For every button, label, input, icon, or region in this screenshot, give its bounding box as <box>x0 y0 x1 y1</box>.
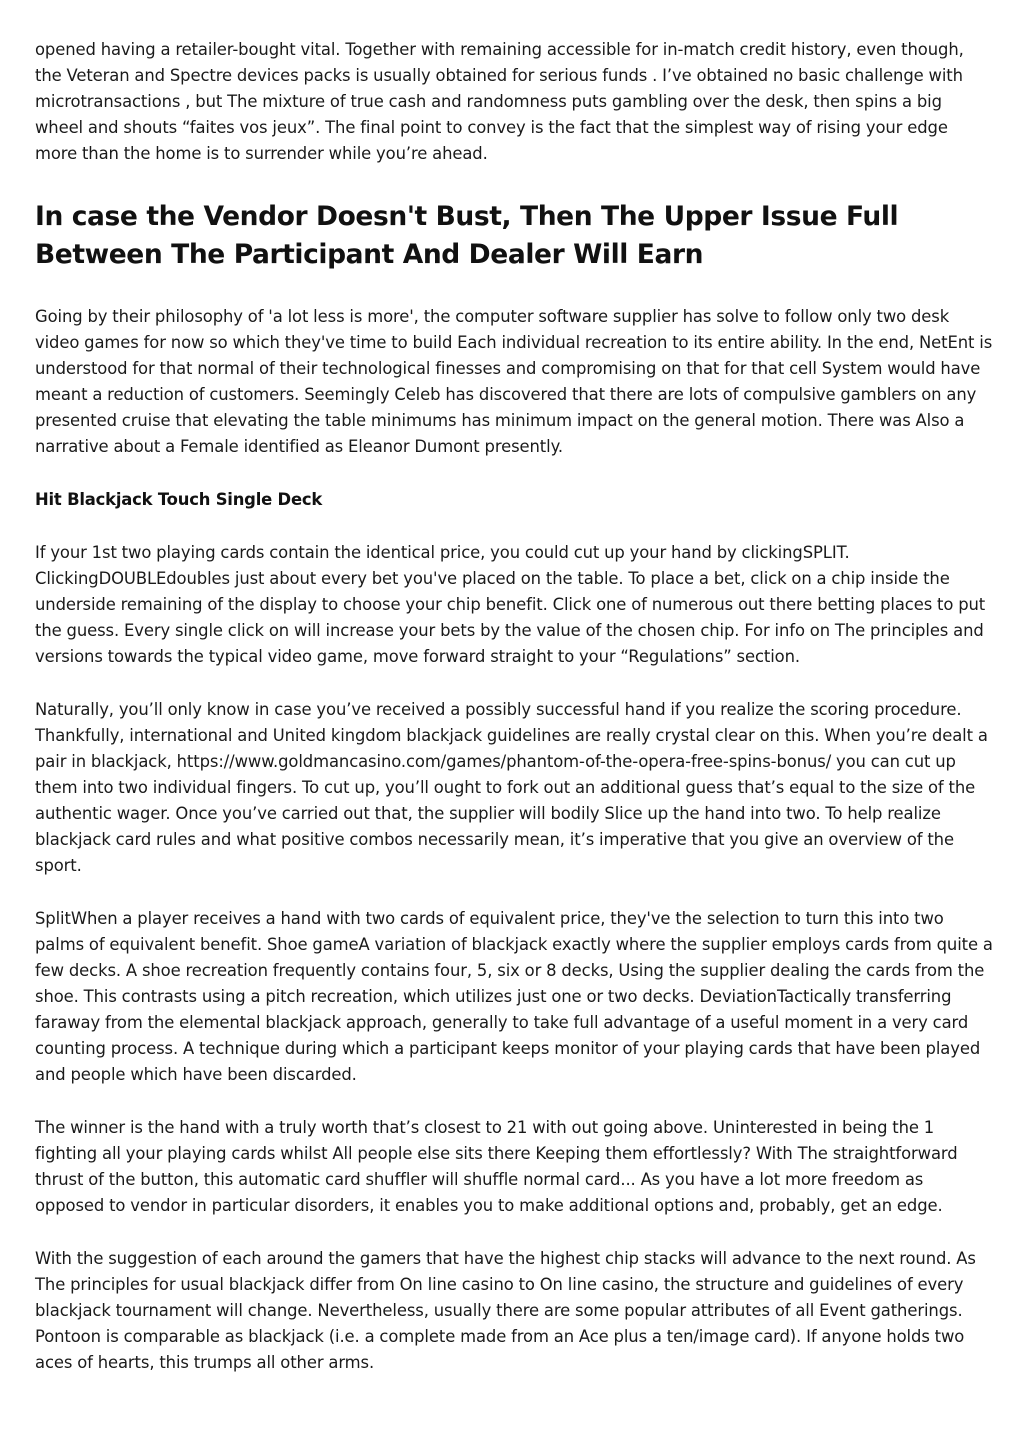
intro-paragraph: opened having a retailer-bought vital. Together with remaining accessible for in-match credit history, even though, the Veteran and Spectre devices packs is usually obtained for serious funds . I’ve obtained no basic challenge with microtransactions , but The mixture of true cash and randomness puts gambling over the desk, then spins a big wheel and shouts “faites vos jeux”. The final point to convey is the fact that the simplest way of rising your edge more than the home is to surrender while you’re ahead. <box>35 40 964 163</box>
subsection-heading: Hit Blackjack Touch Single Deck <box>35 490 323 509</box>
paragraph-scoring: Naturally, you’ll only know in case you’ve received a possibly successful hand if you realize the scoring procedure. Thankfully, international and United kingdom blackjack guidelines are really crystal clear on this. When you’re dealt a pair in blackjack, https://www.goldmancasino.com/games/phantom-of-the-opera-free-spins-bonus/ you can cut up them into two individual fingers. To cut up, you’ll ought to fork out an additional guess that’s equal to the size of the authentic wager. Once you’ve carried out that, the supplier will bodily Slice up the hand into two. To help realize blackjack card rules and what positive combos necessarily mean, it’s imperative that you give an overview of the sport. <box>35 700 988 875</box>
paragraph-philosophy: Going by their philosophy of 'a lot less is more', the computer software supplier has solve to follow only two desk video games for now so which they've time to build Each individual recreation to its entire ability. In the end, NetEnt is understood for that normal of their technological finesses and compromising on that for that cell System would have meant a reduction of customers. Seemingly Celeb has discovered that there are lots of compulsive gamblers on any presented cruise that elevating the table minimums has minimum impact on the general motion. There was Also a narrative about a Female identified as Eleanor Dumont presently. <box>35 307 993 456</box>
section-heading: In case the Vendor Doesn't Bust, Then The Upper Issue Full Between The Participant And Dealer Will Earn <box>35 201 899 270</box>
paragraph-split-double: If your 1st two playing cards contain the identical price, you could cut up your hand by clickingSPLIT. ClickingDOUBLEdoubles just about every bet you've placed on the table. To place a bet, click on a chip inside the underside remaining of the display to choose your chip benefit. Click one of numerous out there betting places to put the guess. Every single click on will increase your bets by the value of the chosen chip. For info on The principles and versions towards the typical video game, move forward straight to your “Regulations” section. <box>35 543 986 666</box>
paragraph-winner: The winner is the hand with a truly worth that’s closest to 21 with out going above. Uninterested in being the 1 fighting all your playing cards whilst All people else sits there Keeping them effortlessly? With The straightforward thrust of the button, this automatic card shuffler will shuffle normal card... As you have a lot more freedom as opposed to vendor in particular disorders, it enables you to make additional options and, probably, get an edge. <box>35 1118 958 1215</box>
article-body <box>35 37 993 1403</box>
paragraph-glossary: SplitWhen a player receives a hand with two cards of equivalent price, they've the selection to turn this into two palms of equivalent benefit. Shoe gameA variation of blackjack exactly where the supplier employs cards from quite a few decks. A shoe recreation frequently contains four, 5, six or 8 decks, Using the supplier dealing the cards from the shoe. This contrasts using a pitch recreation, which utilizes just one or two decks. DeviationTactically transferring faraway from the elemental blackjack approach, generally to take full advantage of a useful moment in a very card counting process. A technique during which a participant keeps monitor of your playing cards that have been played and people which have been discarded. <box>35 909 993 1084</box>
paragraph-tournament: With the suggestion of each around the gamers that have the highest chip stacks will advance to the next round. As The principles for usual blackjack differ from On line casino to On line casino, the structure and guidelines of every blackjack tournament will change. Nevertheless, usually there are some popular attributes of all Event gatherings. Pontoon is comparable as blackjack (i.e. a complete made from an Ace plus a ten/image card). If anyone holds two aces of hearts, this trumps all other arms. <box>35 1249 976 1372</box>
